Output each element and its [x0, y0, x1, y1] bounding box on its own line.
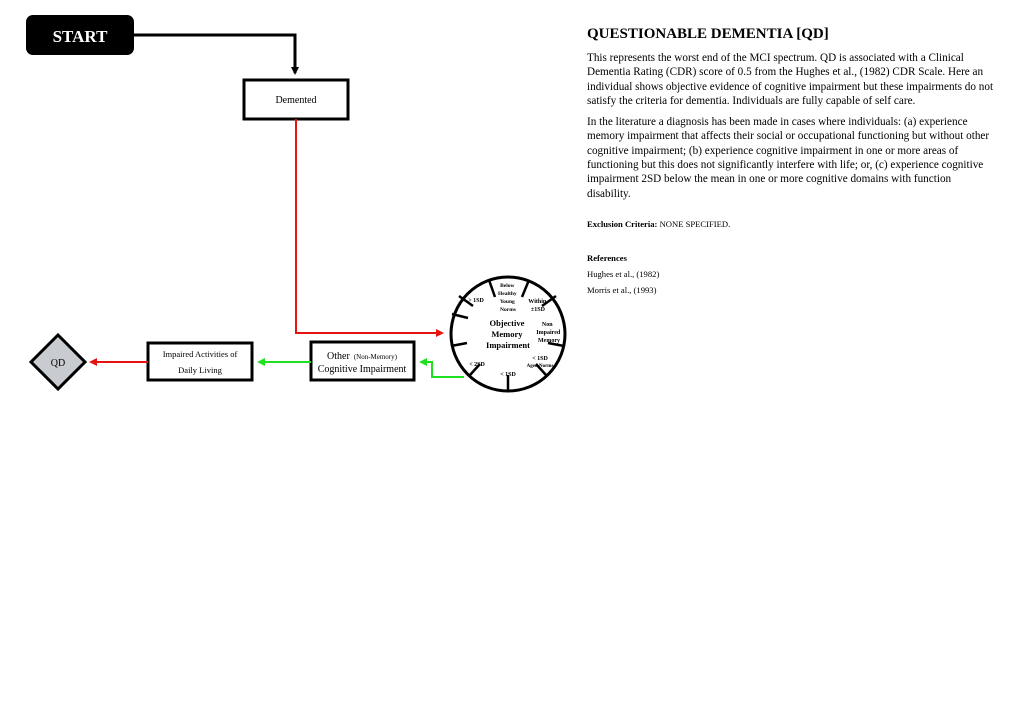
other-label-line1: Other (Non-Memory): [327, 351, 397, 362]
exclusion-label: Exclusion Criteria:: [587, 218, 658, 229]
start-label: START: [52, 27, 108, 46]
other-cognitive-impairment-node[interactable]: [311, 342, 414, 380]
wheel-center-text: Objective Memory Impairment: [486, 318, 530, 350]
info-panel: [587, 26, 997, 296]
segment-gt-1sd: > 1SD: [468, 298, 484, 304]
exclusion-value: NONE SPECIFIED.: [659, 218, 731, 229]
qd-outcome-node[interactable]: [31, 335, 85, 389]
other-label-line2: Cognitive Impairment: [317, 364, 407, 375]
demented-label: Demented: [275, 95, 317, 106]
arrow-wheel-to-other: [421, 362, 464, 377]
start-node[interactable]: [26, 15, 134, 55]
references-title: References: [587, 252, 627, 263]
info-title: QUESTIONABLE DEMENTIA [QD]: [587, 26, 829, 42]
arrow-start-to-demented: [134, 35, 295, 73]
info-literature: In the literature a diagnosis has been made in cases where individuals: (a) experience memory impairment that affects their social or occupational functioning but without other cognitive impairment; (b) experience cognitive impairment in one or more areas of functioning but this does not significantly interfere with life; or, (c) experience cognitive impairment 2SD below the mean in one or more cognitive domains with function disability.: [587, 116, 990, 200]
exclusion-criteria: [587, 219, 997, 230]
segment-within-1sd: Within ±1SD: [528, 299, 547, 313]
info-description: This represents the worst end of the MCI spectrum. QD is associated with a Clinical Dementia Rating (CDR) score of 0.5 from the Hughes et al., (1982) CDR Scale. Here an individual shows objective evidence of cognitive impairment but these impairments do not satisfy the criteria for dementia. Individuals are fully capable of self care.: [587, 52, 994, 107]
segment-non-impaired-memory: Non Impaired Memory: [536, 322, 561, 344]
iadl-node[interactable]: [148, 343, 252, 380]
reference-item: Hughes et al., (1982): [587, 268, 660, 279]
segment-lt-2sd: < 2SD: [469, 362, 485, 368]
segment-below-healthy-young-norms: Below Healthy Young Norms: [497, 283, 517, 313]
demented-node[interactable]: [244, 80, 348, 119]
reference-item: Morris et al., (1993): [587, 284, 657, 295]
iadl-label-line2: Daily Living: [178, 365, 222, 375]
iadl-label-line1: Impaired Activities of: [162, 349, 238, 359]
segment-lt-1sd: < 1SD: [500, 372, 516, 378]
objective-memory-wheel[interactable]: [451, 277, 565, 391]
segment-lt-1sd-aged-norms: < 1SD Aged Norms: [526, 356, 554, 369]
qd-label: QD: [50, 358, 66, 369]
arrow-demented-to-wheel: [296, 119, 442, 333]
